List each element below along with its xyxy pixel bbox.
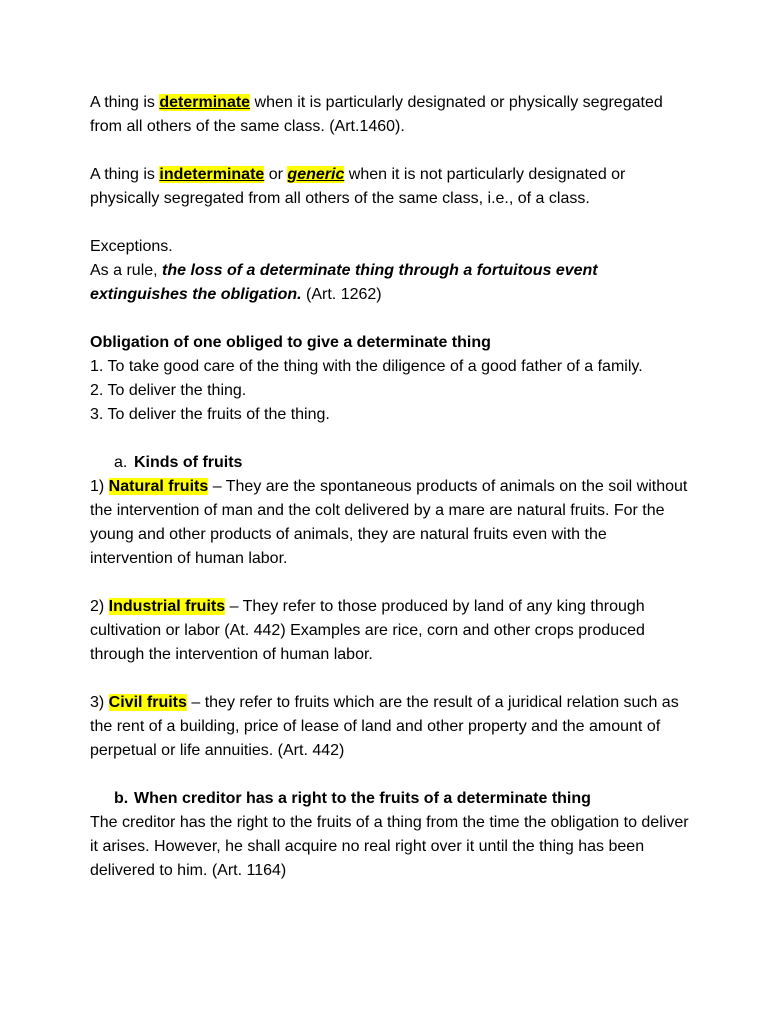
determinate-definition: A thing is determinate when it is particularly designated or physically segregated from all others of the same class. (Art.1460). <box>90 94 663 135</box>
indeterminate-definition: A thing is indeterminate or generic when it is not particularly designated or physically segregated from all others of the same class, i.e., of a class. <box>90 166 626 207</box>
rule-emphasis: the loss of a determinate thing through a fortuitous event extinguishes the obligation. <box>90 262 598 303</box>
creditor-right-paragraph: The creditor has the right to the fruits of a thing from the time the obligation to deliver it arises. However, he shall acquire no real right over it until the thing has been delivered to him. (Art. 1164) <box>90 814 689 879</box>
term-indeterminate: indeterminate <box>159 166 265 183</box>
exceptions-rule: As a rule, the loss of a determinate thing through a fortuitous event extinguishes the obligation. (Art. 1262) <box>90 262 598 303</box>
list-marker: b. <box>114 790 129 807</box>
obligation-heading: Obligation of one obliged to give a determinate thing <box>90 334 491 351</box>
term-generic: generic <box>287 166 345 183</box>
obligation-item: 2. To deliver the thing. <box>90 382 247 399</box>
obligation-item: 1. To take good care of the thing with the diligence of a good father of a family. <box>90 358 643 375</box>
term-natural-fruits: Natural fruits <box>108 478 209 495</box>
kinds-of-fruits-heading: a. Kinds of fruits <box>90 451 714 475</box>
term-industrial-fruits: Industrial fruits <box>108 598 226 615</box>
exceptions-label: Exceptions. <box>90 238 173 255</box>
obligation-item: 3. To deliver the fruits of the thing. <box>90 406 330 423</box>
creditor-right-heading: b. When creditor has a right to the fruits of a determinate thing <box>90 787 714 811</box>
civil-fruits-paragraph: 3) Civil fruits – they refer to fruits which are the result of a juridical relation such as the rent of a building, price of lease of land and other property and the amount of perpetual or life annuities. (Art. 442) <box>90 694 679 759</box>
term-civil-fruits: Civil fruits <box>108 694 187 711</box>
natural-fruits-paragraph: 1) Natural fruits – They are the spontaneous products of animals on the soil without the intervention of man and the colt delivered by a mare are natural fruits. For the young and other products of animals, they are natural fruits even with the intervention of human labor. <box>90 478 688 567</box>
term-determinate: determinate <box>159 94 251 111</box>
list-marker: a. <box>114 454 128 471</box>
industrial-fruits-paragraph: 2) Industrial fruits – They refer to those produced by land of any king through cultivation or labor (At. 442) Examples are rice, corn and other crops produced through the intervention of human labor. <box>90 598 645 663</box>
